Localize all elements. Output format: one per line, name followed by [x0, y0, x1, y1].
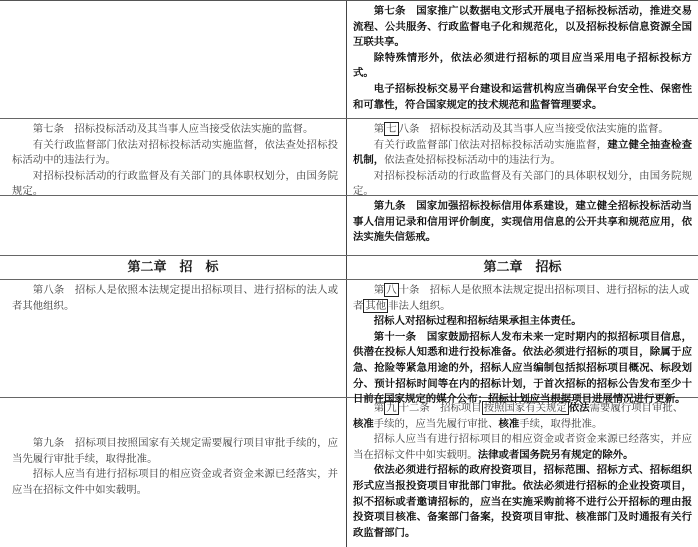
article-paragraph: 核准手续的，应当先履行审批、核准手续，取得批准。 [353, 417, 603, 430]
table-row [0, 196, 698, 256]
article-paragraph: 第 九 十二条 招标项目 按照国家有关规定 依法需要履行项目审批、 [373, 402, 684, 414]
added-text: 核准 [498, 417, 520, 430]
old-text-cell [0, 1, 347, 118]
article-paragraph: 第九条 国家加强招标投标信用体系建设，建立健全招标投标活动当事人信用记录和信用评价制度，实现信用信息的公开共享和规范应用，依法实施失信惩戒。 [353, 200, 692, 244]
added-text: 依法 [568, 402, 590, 414]
table-row [0, 398, 698, 547]
chapter-heading: 第二章 招标 [483, 260, 562, 275]
chapter-heading: 第二章 招 标 [127, 260, 219, 275]
added-text: 核准 [353, 417, 374, 430]
new-text-cell [347, 196, 698, 255]
article-paragraph: 第七条 招标投标活动及其当事人应当接受依法实施的监督。 [32, 123, 314, 135]
article-paragraph: 有关行政监督部门依法对招标投标活动实施监督，建立健全抽查检查机制，依法查处招标投标活动中的违法行为。 [353, 138, 693, 167]
old-text-cell [0, 196, 347, 255]
old-text-cell [0, 119, 347, 198]
amended-mark: 其他 [365, 299, 387, 312]
deleted-mark: 按照国家有关规定 [483, 402, 567, 414]
new-text-cell [347, 398, 698, 547]
chapter-heading-cell [347, 256, 698, 279]
article-paragraph: 对招标投标活动的行政监督及有关部门的具体职权划分，由国务院规定。 [12, 169, 338, 198]
article-paragraph: 电子招标投标交易平台建设和运营机构应当确保平台安全性、保密性和可靠性，符合国家规定的技术规范和监督管理要求。 [353, 82, 692, 111]
new-text-cell [347, 1, 698, 118]
article-paragraph: 第十一条 国家鼓励招标人发布未来一定时期内的拟招标项目信息，供潜在投标人知悉和进行投标准备。依法必须进行招标的项目，除属于应急、抢险等紧急用途的外，招标人应当编制包括拟招标项目概况、标段划分、预计招标时间等在内的招标计划，于首次招标的招标公告发布至少十日前在国家规定的媒介公布；招标计划应当根据项目进展情况进行更新。 [353, 330, 692, 406]
article-paragraph: 第九条 招标项目按照国家有关规定需要履行项目审批手续的，应当先履行审批手续，取得批准。 [12, 437, 338, 465]
table-row [0, 256, 698, 280]
article-paragraph: 除特殊情形外，依法必须进行招标的项目应当采用电子招标投标方式。 [353, 51, 692, 80]
amended-mark: 九 [386, 402, 397, 414]
chapter-heading-cell [0, 256, 347, 279]
table-row [0, 119, 698, 196]
article-paragraph: 招标人对招标过程和招标结果承担主体责任。 [373, 315, 582, 328]
amended-mark: 八 [386, 284, 397, 296]
article-paragraph: 者 其他 非法人组织。 [353, 299, 451, 312]
article-paragraph: 第 八 十条 招标人是依照本法规定提出招标项目、进行招标的法人或 [373, 284, 690, 296]
new-text-cell [347, 119, 698, 198]
new-text-cell [347, 280, 698, 406]
old-text-cell [0, 280, 347, 397]
article-paragraph: 依法必须进行招标的政府投资项目，招标范围、招标方式、招标组织形式应当报投资项目审批部门审批。依法必须进行招标的企业投资项目，拟不招标或者邀请招标的，应当在实施采购前将不进行公开招标的理由报投资项目核准、备案部门备案，投资项目审批、核准部门及时通报有关行政监督部门。 [353, 464, 692, 539]
article-paragraph: 有关行政监督部门依法对招标投标活动实施监督，依法查处招标投标活动中的违法行为。 [12, 138, 338, 167]
article-paragraph: 第 七 八条 招标投标活动及其当事人应当接受依法实施的监督。 [373, 123, 669, 135]
article-paragraph: 第八条 招标人是依照本法规定提出招标项目、进行招标的法人或者其他组织。 [12, 284, 338, 312]
old-text-cell [0, 398, 347, 547]
article-paragraph: 招标人应当有进行招标项目的相应资金或者资金来源已经落实，并应当在招标文件中如实载明。法律或者国务院另有规定的除外。 [353, 433, 692, 461]
table-row [0, 1, 698, 119]
added-text: 建立健全抽查检查机制， [353, 138, 693, 167]
article-paragraph: 第七条 国家推广以数据电文形式开展电子招标投标活动，推进交易流程、公共服务、行政监督电子化和规范化，以及招标投标信息资源全国互联共享。 [353, 5, 692, 49]
article-paragraph: 招标人应当有进行招标项目的相应资金或者资金来源已经落实，并应当在招标文件中如实载明。 [12, 468, 338, 496]
amended-mark: 七 [386, 123, 397, 135]
table-row [0, 280, 698, 406]
added-text: 法律或者国务院另有规定的除外。 [477, 448, 634, 461]
article-paragraph: 对招标投标活动的行政监督及有关部门的具体职权划分，由国务院规定。 [353, 169, 692, 198]
